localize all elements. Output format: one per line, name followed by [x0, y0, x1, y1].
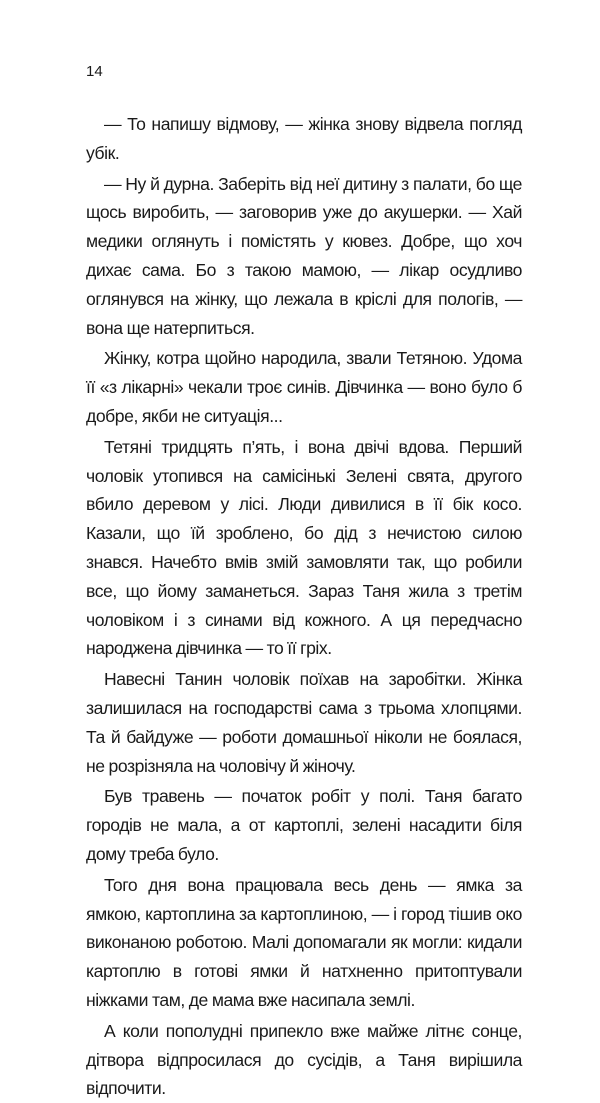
paragraph: Був травень — початок робіт у полі. Таня багато городів не мала, а от картоплі, зелені насадити біля дому треба було.	[86, 786, 522, 864]
paragraph: — Ну й дурна. Заберіть від неї дитину з палати, бо ще щось виробить, — заговорив уже до акушерки. — Хай медики оглянуть і помістять у кювез. Добре, що хоч дихає сама. Бо з такою мамою, — лікар осудливо оглянувся на жінку, що лежала в кріслі для пологів, — вона ще натерпиться.	[86, 173, 522, 338]
paragraph: Того дня вона працювала весь день — ямка за ямкою, картоплина за картоплиною, — і город тішив око виконаною роботою. Малі допомагали як могли: кидали картоплю в готові ямки й натхненно притоптували ніжками там, де мама вже насипала землі.	[86, 874, 522, 1010]
page-number: 14	[86, 63, 103, 80]
paragraph: — То напишу відмову, — жінка знову відвела погляд убік.	[86, 114, 522, 163]
paragraph: Тетяні тридцять п’ять, і вона двічі вдова. Перший чоловік утопився на самісінькі Зелені свята, другого вбило деревом у лісі. Люди дивилися в її бік косо. Казали, що їй зроблено, бо дід з нечистою силою знався. Начебто вмів змій замовляти так, що робили все, що йому заманеться. Зараз Таня жила з третім чоловіком і з синами від кожного. А ця передчасно народжена дівчинка — то її гріх.	[86, 436, 522, 659]
body-text	[86, 110, 522, 1103]
paragraph: А коли пополудні припекло вже майже літнє сонце, дітвора відпросилася до сусідів, а Таня вирішила відпочити.	[86, 1020, 522, 1099]
paragraph: Жінку, котра щойно народила, звали Тетяною. Удома її «з лікарні» чекали троє синів. Дівчинка — воно було б добре, якби не ситуація...	[86, 348, 522, 426]
paragraph: Навесні Танин чоловік поїхав на заробітки. Жінка залишилася на господарстві сама з трьома хлопцями. Та й байдуже — роботи домашньої ніколи не боялася, не розрізняла на чоловічу й жіночу.	[86, 669, 522, 776]
